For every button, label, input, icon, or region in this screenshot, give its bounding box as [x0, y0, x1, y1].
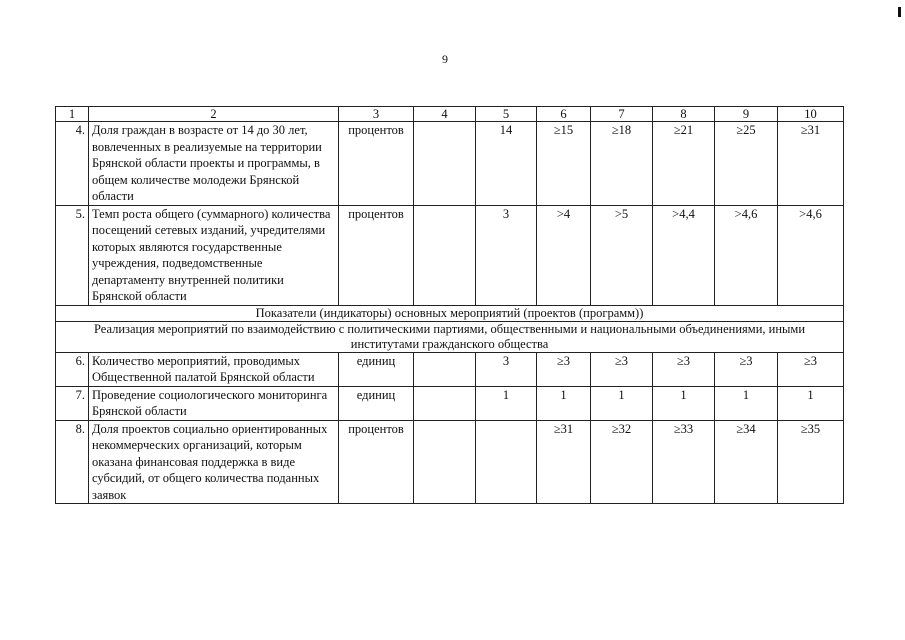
indicator-value: ≥3: [715, 352, 778, 386]
row-number: 7.: [56, 386, 89, 420]
indicator-name: Доля граждан в возрасте от 14 до 30 лет, вовлеченных в реализуемые на территории Брянской области проекты и программы, в общем количестве молодежи Брянской области: [89, 122, 339, 206]
unit-of-measure: процентов: [339, 122, 414, 206]
column-number-header: 5: [476, 107, 537, 122]
indicator-value: ≥34: [715, 420, 778, 504]
indicator-value: ≥32: [591, 420, 653, 504]
unit-of-measure: процентов: [339, 420, 414, 504]
page-number: 9: [442, 52, 448, 66]
indicator-value: ≥31: [537, 420, 591, 504]
indicator-value: ≥33: [653, 420, 715, 504]
subsection-heading-row: [56, 321, 844, 352]
table-row: [56, 205, 844, 305]
indicator-value: [414, 122, 476, 206]
indicator-value: 3: [476, 352, 537, 386]
indicator-name: Количество мероприятий, проводимых Общественной палатой Брянской области: [89, 352, 339, 386]
indicator-value: 14: [476, 122, 537, 206]
indicator-value: ≥35: [778, 420, 844, 504]
indicator-value: ≥3: [591, 352, 653, 386]
indicator-value: [476, 420, 537, 504]
column-number-header: 3: [339, 107, 414, 122]
indicator-value: [414, 386, 476, 420]
table-row: [56, 420, 844, 504]
indicator-value: [414, 420, 476, 504]
indicator-value: 1: [476, 386, 537, 420]
column-number-header: 9: [715, 107, 778, 122]
indicators-table: [55, 106, 844, 504]
indicator-value: ≥21: [653, 122, 715, 206]
unit-of-measure: единиц: [339, 386, 414, 420]
indicator-value: >4: [537, 205, 591, 305]
column-number-header: 6: [537, 107, 591, 122]
indicator-value: ≥31: [778, 122, 844, 206]
indicator-value: 1: [715, 386, 778, 420]
section-heading-row: [56, 305, 844, 321]
indicator-value: 1: [591, 386, 653, 420]
indicator-name: Темп роста общего (суммарного) количества посещений сетевых изданий, учредителями которых являются государственные учреждения, подведомственные департаменту внутренней политики Брянской области: [89, 205, 339, 305]
indicator-value: ≥3: [537, 352, 591, 386]
indicator-value: >4,4: [653, 205, 715, 305]
table-row: [56, 352, 844, 386]
table-row: [56, 386, 844, 420]
table-header-row: [56, 107, 844, 122]
column-number-header: 8: [653, 107, 715, 122]
indicator-value: ≥3: [778, 352, 844, 386]
column-number-header: 2: [89, 107, 339, 122]
column-number-header: 4: [414, 107, 476, 122]
indicator-value: >4,6: [715, 205, 778, 305]
edge-mark: [898, 7, 901, 17]
indicator-value: [414, 352, 476, 386]
indicator-value: >4,6: [778, 205, 844, 305]
indicator-value: >5: [591, 205, 653, 305]
row-number: 5.: [56, 205, 89, 305]
indicator-value: 1: [537, 386, 591, 420]
row-number: 4.: [56, 122, 89, 206]
column-number-header: 7: [591, 107, 653, 122]
column-number-header: 10: [778, 107, 844, 122]
section-heading: Показатели (индикаторы) основных мероприятий (проектов (программ)): [56, 305, 844, 321]
indicator-name: Доля проектов социально ориентированных некоммерческих организаций, которым оказана финансовая поддержка в виде субсидий, от общего количества поданных заявок: [89, 420, 339, 504]
indicator-value: [414, 205, 476, 305]
row-number: 6.: [56, 352, 89, 386]
indicator-value: ≥25: [715, 122, 778, 206]
column-number-header: 1: [56, 107, 89, 122]
table-row: [56, 122, 844, 206]
indicator-value: ≥18: [591, 122, 653, 206]
indicator-value: 1: [653, 386, 715, 420]
indicator-value: 3: [476, 205, 537, 305]
subsection-heading: Реализация мероприятий по взаимодействию с политическими партиями, общественными и национальными объединениями, иными институтами гражданского общества: [56, 321, 844, 352]
unit-of-measure: единиц: [339, 352, 414, 386]
indicator-name: Проведение социологического мониторинга Брянской области: [89, 386, 339, 420]
indicator-value: ≥15: [537, 122, 591, 206]
indicator-value: ≥3: [653, 352, 715, 386]
unit-of-measure: процентов: [339, 205, 414, 305]
indicator-value: 1: [778, 386, 844, 420]
row-number: 8.: [56, 420, 89, 504]
